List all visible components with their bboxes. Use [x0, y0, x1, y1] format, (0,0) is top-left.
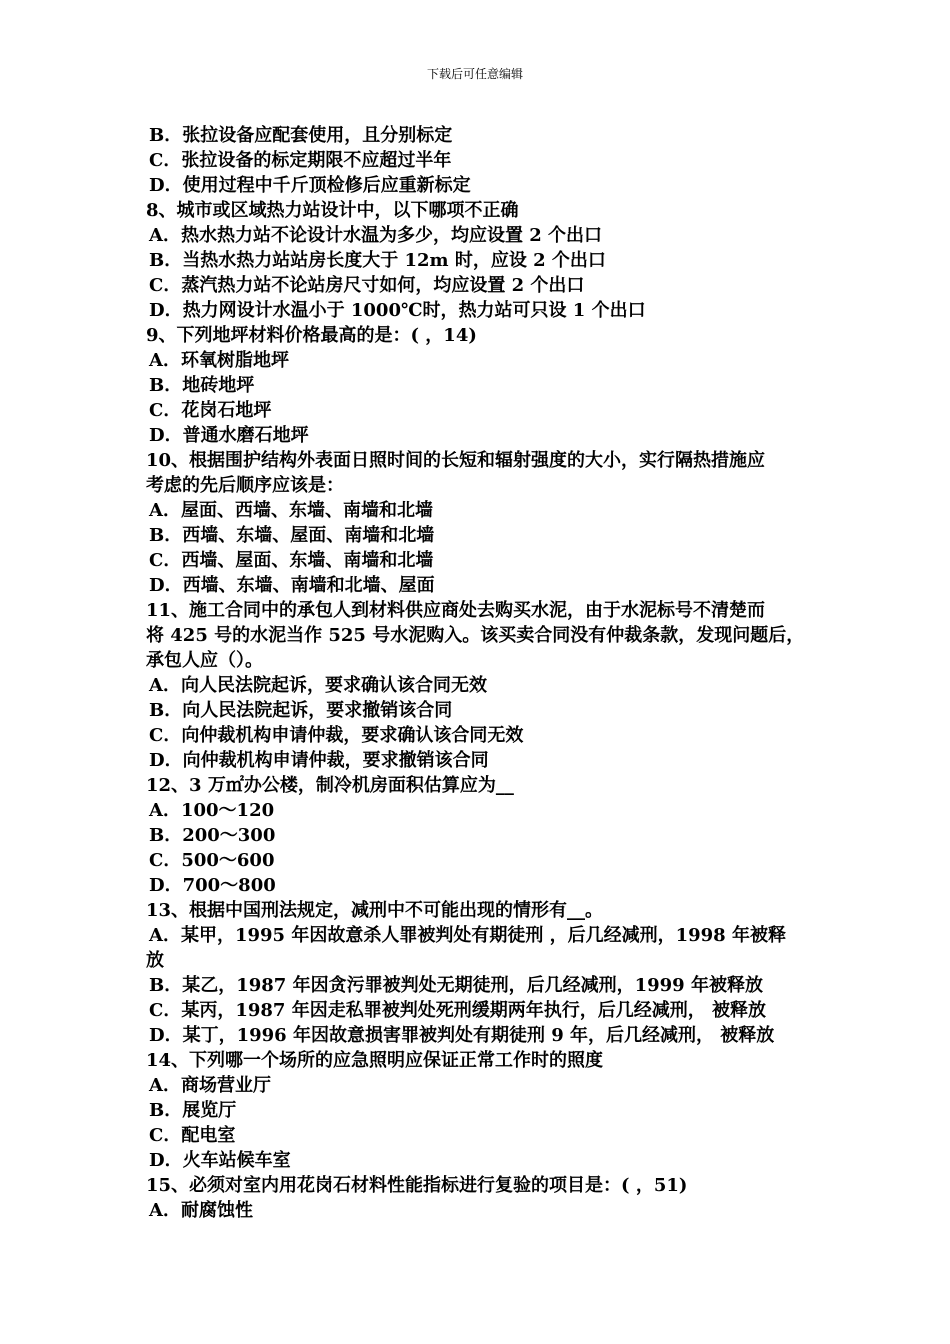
option-line: A．100～120: [149, 800, 275, 821]
option-line: B．地砖地坪: [149, 375, 255, 396]
option-line: D．700～800: [149, 875, 276, 896]
question-line: 12、3 万㎡办公楼，制冷机房面积估算应为__: [146, 775, 514, 796]
option-line: A．商场营业厅: [149, 1075, 271, 1096]
question-line: 8、城市或区域热力站设计中，以下哪项不正确: [146, 200, 519, 221]
option-line: D．某丁，1996 年因故意损害罪被判处有期徒刑 9 年，后几经减刑， 被释放: [149, 1025, 775, 1046]
option-line: C．花岗石地坪: [149, 400, 272, 421]
question-continuation: 将 425 号的水泥当作 525 号水泥购入。该买卖合同没有仲裁条款，发现问题后，: [146, 625, 805, 646]
question-continuation: 承包人应（）。: [146, 650, 263, 671]
option-line: B．西墙、东墙、屋面、南墙和北墙: [149, 525, 435, 546]
option-line: C．500～600: [149, 850, 275, 871]
option-line: D．西墙、东墙、南墙和北墙、屋面: [149, 575, 435, 596]
option-line: A．屋面、西墙、东墙、南墙和北墙: [149, 500, 433, 521]
option-line: C．蒸汽热力站不论站房尺寸如何，均应设置 2 个出口: [149, 275, 585, 296]
question-continuation: 考虑的先后顺序应该是：: [146, 475, 344, 496]
option-line: C．张拉设备的标定期限不应超过半年: [149, 150, 452, 171]
option-continuation: 放: [146, 950, 164, 971]
option-line: B．张拉设备应配套使用，且分别标定: [149, 125, 453, 146]
option-line: D．向仲裁机构申请仲裁，要求撤销该合同: [149, 750, 489, 771]
option-line: A．某甲，1995 年因故意杀人罪被判处有期徒刑 ，后几经减刑，1998 年被释: [149, 925, 786, 946]
option-line: B．展览厅: [149, 1100, 237, 1121]
page-header: 下载后可任意编辑: [426, 67, 523, 81]
option-line: A．向人民法院起诉，要求确认该合同无效: [149, 675, 487, 696]
question-line: 9、下列地坪材料价格最高的是：( ，14): [146, 325, 477, 346]
option-line: C．某丙，1987 年因走私罪被判处死刑缓期两年执行，后几经减刑， 被释放: [149, 1000, 766, 1021]
option-line: C．配电室: [149, 1125, 236, 1146]
option-line: D．火车站候车室: [149, 1150, 291, 1171]
question-line: 15、必须对室内用花岗石材料性能指标进行复验的项目是：( ，51): [146, 1175, 688, 1196]
option-line: D．热力网设计水温小于 1000℃时，热力站可只设 1 个出口: [149, 300, 646, 321]
option-line: D．使用过程中千斤顶检修后应重新标定: [149, 175, 471, 196]
option-line: A．热水热力站不论设计水温为多少，均应设置 2 个出口: [149, 225, 603, 246]
question-line: 13、根据中国刑法规定，减刑中不可能出现的情形有__。: [146, 900, 604, 921]
option-line: C．西墙、屋面、东墙、南墙和北墙: [149, 550, 434, 571]
option-line: B．当热水热力站站房长度大于 12m 时，应设 2 个出口: [149, 250, 606, 271]
question-line: 14、下列哪一个场所的应急照明应保证正常工作时的照度: [146, 1050, 604, 1071]
option-line: B．200～300: [149, 825, 276, 846]
option-line: D．普通水磨石地坪: [149, 425, 309, 446]
document-body: [146, 123, 836, 1223]
question-line: 11、施工合同中的承包人到材料供应商处去购买水泥，由于水泥标号不清楚而: [146, 600, 766, 621]
option-line: C．向仲裁机构申请仲裁，要求确认该合同无效: [149, 725, 524, 746]
option-line: B．某乙，1987 年因贪污罪被判处无期徒刑，后几经减刑，1999 年被释放: [149, 975, 763, 996]
option-line: B．向人民法院起诉，要求撤销该合同: [149, 700, 453, 721]
option-line: A．环氧树脂地坪: [149, 350, 289, 371]
option-line: A．耐腐蚀性: [149, 1200, 253, 1221]
question-line: 10、根据围护结构外表面日照时间的长短和辐射强度的大小，实行隔热措施应: [146, 450, 766, 471]
